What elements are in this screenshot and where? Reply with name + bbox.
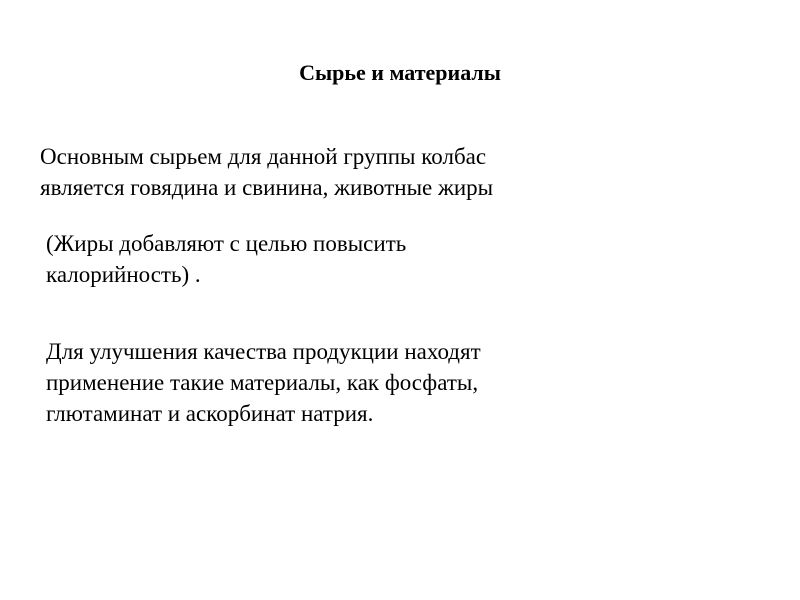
paragraph-line: глютаминат и аскорбинат натрия. [46, 401, 374, 426]
paragraph-line: применение такие материалы, как фосфаты, [46, 370, 479, 395]
slide-title: Сырье и материалы [299, 60, 501, 85]
paragraph-additives [46, 336, 786, 429]
paragraph-line: Для улучшения качества продукции находят [46, 339, 481, 364]
paragraph-line: калорийность) . [46, 262, 201, 287]
paragraph-line: (Жиры добавляют с целью повысить [46, 231, 407, 256]
paragraph-line: Основным сырьем для данной группы колбас [40, 144, 487, 169]
paragraph-line: является говядина и свинина, животные жиры [40, 175, 494, 200]
paragraph-raw-materials [40, 141, 780, 203]
paragraph-fats-note [46, 228, 786, 290]
